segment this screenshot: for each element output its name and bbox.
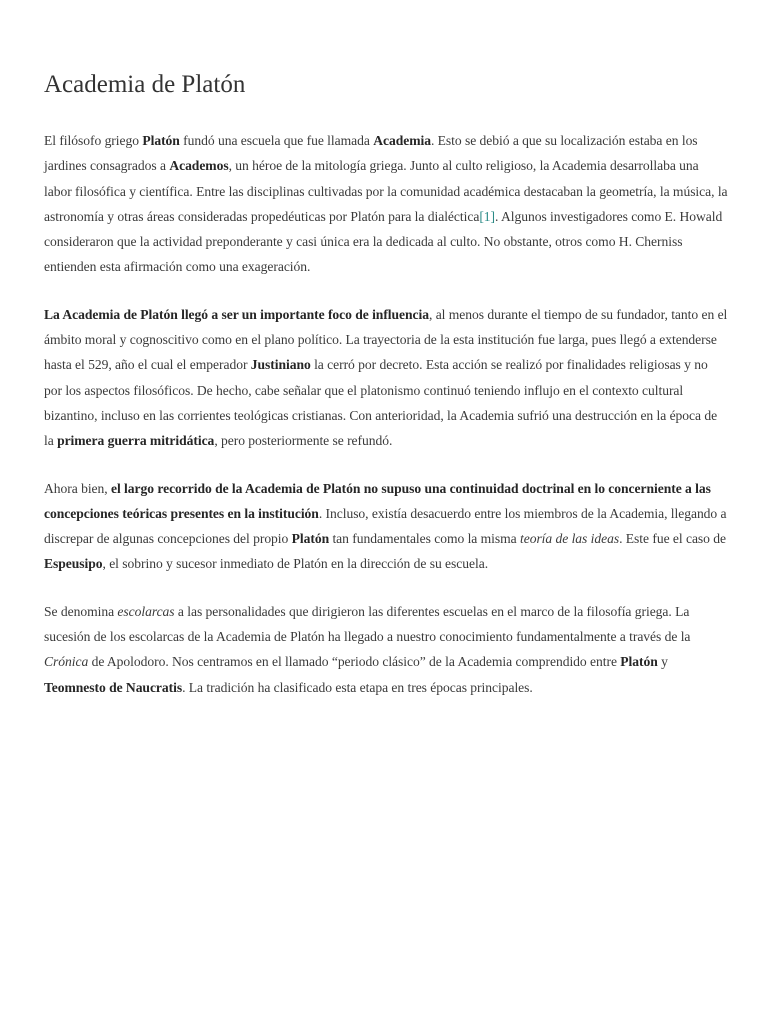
article xyxy=(44,64,728,722)
bold-text: Academia xyxy=(373,133,431,148)
text: , un héroe de la mitología griega. Junto al culto religioso, la Academia desarrollaba una labor filosófica y científica. Entre las disciplinas cultivadas por la comunidad académica destacaban la geometría, la música, la astronomía y otras áreas consideradas propedéuticas por Platón para la dialéctica xyxy=(44,158,728,224)
text: . Incluso, existía desacuerdo entre los miembros de la Academia, llegando a discrepar de algunas concepciones del propio xyxy=(44,505,727,547)
italic-text: escolarcas xyxy=(117,603,175,619)
paragraph-3 xyxy=(44,476,728,577)
footnote-reference-link[interactable]: [1] xyxy=(479,208,496,224)
text: a las personalidades que dirigieron las diferentes escuelas en el marco de la filosofía griega. La sucesión de los escolarcas de la Academia de Platón ha llegado a nuestro conocimiento fundamentalmente a través de la xyxy=(44,603,691,645)
text: . Algunos investigadores como E. Howald consideraron que la actividad preponderante y casi única era la dedicada al culto. No obstante, otros como H. Cherniss entienden esta afirmación como una exageración. xyxy=(44,208,723,275)
text: fundó una escuela que fue llamada xyxy=(179,133,374,148)
text: y xyxy=(657,654,668,670)
text: Se denomina xyxy=(44,603,118,619)
bold-text: La Academia de Platón llegó a ser un importante foco de influencia xyxy=(44,306,429,322)
text: la cerró por decreto. Esta acción se realizó por finalidades religiosas y no por los aspectos filosóficos. De hecho, cabe señalar que el platonismo continuó teniendo influjo en el contexto cultural bizantino, incluso en las corrientes teológicas cristianas. Con anterioridad, la Academia sufrió una destrucción en la época de la xyxy=(44,357,718,449)
bold-text: Justiniano xyxy=(250,357,311,373)
text: , pero posteriormente se refundó. xyxy=(214,433,393,449)
text: . Esto se debió a que su localización estaba en los jardines consagrados a xyxy=(44,133,698,174)
text: , el sobrino y sucesor inmediato de Platón en la dirección de su escuela. xyxy=(102,556,489,572)
bold-text: Espeusipo xyxy=(44,556,103,572)
bold-text: Academos xyxy=(169,158,229,174)
bold-text: Platón xyxy=(142,133,180,148)
text: , al menos durante el tiempo de su fundador, tanto en el ámbito moral y cognoscitivo como en el plano político. La trayectoria de la esta institución fue larga, pues llegó a extenderse hasta el 529, año el cual el emperador xyxy=(44,306,728,373)
text: tan fundamentales como la misma xyxy=(329,531,520,547)
page-title: Academia de Platón xyxy=(44,71,246,98)
text: . La tradición ha clasificado esta etapa en tres épocas principales. xyxy=(182,679,533,695)
italic-text: teoría de las ideas xyxy=(519,531,620,547)
paragraph-4 xyxy=(44,599,728,700)
paragraph-2 xyxy=(44,302,728,454)
bold-text: el largo recorrido de la Academia de Platón no supuso una continuidad doctrinal en lo concerniente a las concepciones teóricas presentes en la institución xyxy=(44,480,711,521)
text: El filósofo griego xyxy=(44,133,143,148)
bold-text: Platón xyxy=(291,531,330,547)
bold-text: Platón xyxy=(620,654,658,670)
bold-text: primera guerra mitridática xyxy=(57,433,215,449)
text: de Apolodoro. Nos centramos en el llamado “periodo clásico” de la Academia comprendido entre xyxy=(88,654,621,670)
text: . Este fue el caso de xyxy=(619,531,726,547)
italic-text: Crónica xyxy=(44,654,89,670)
text: Ahora bien, xyxy=(44,480,111,496)
paragraph-1 xyxy=(44,128,728,280)
bold-text: Teomnesto de Naucratis xyxy=(44,679,183,695)
